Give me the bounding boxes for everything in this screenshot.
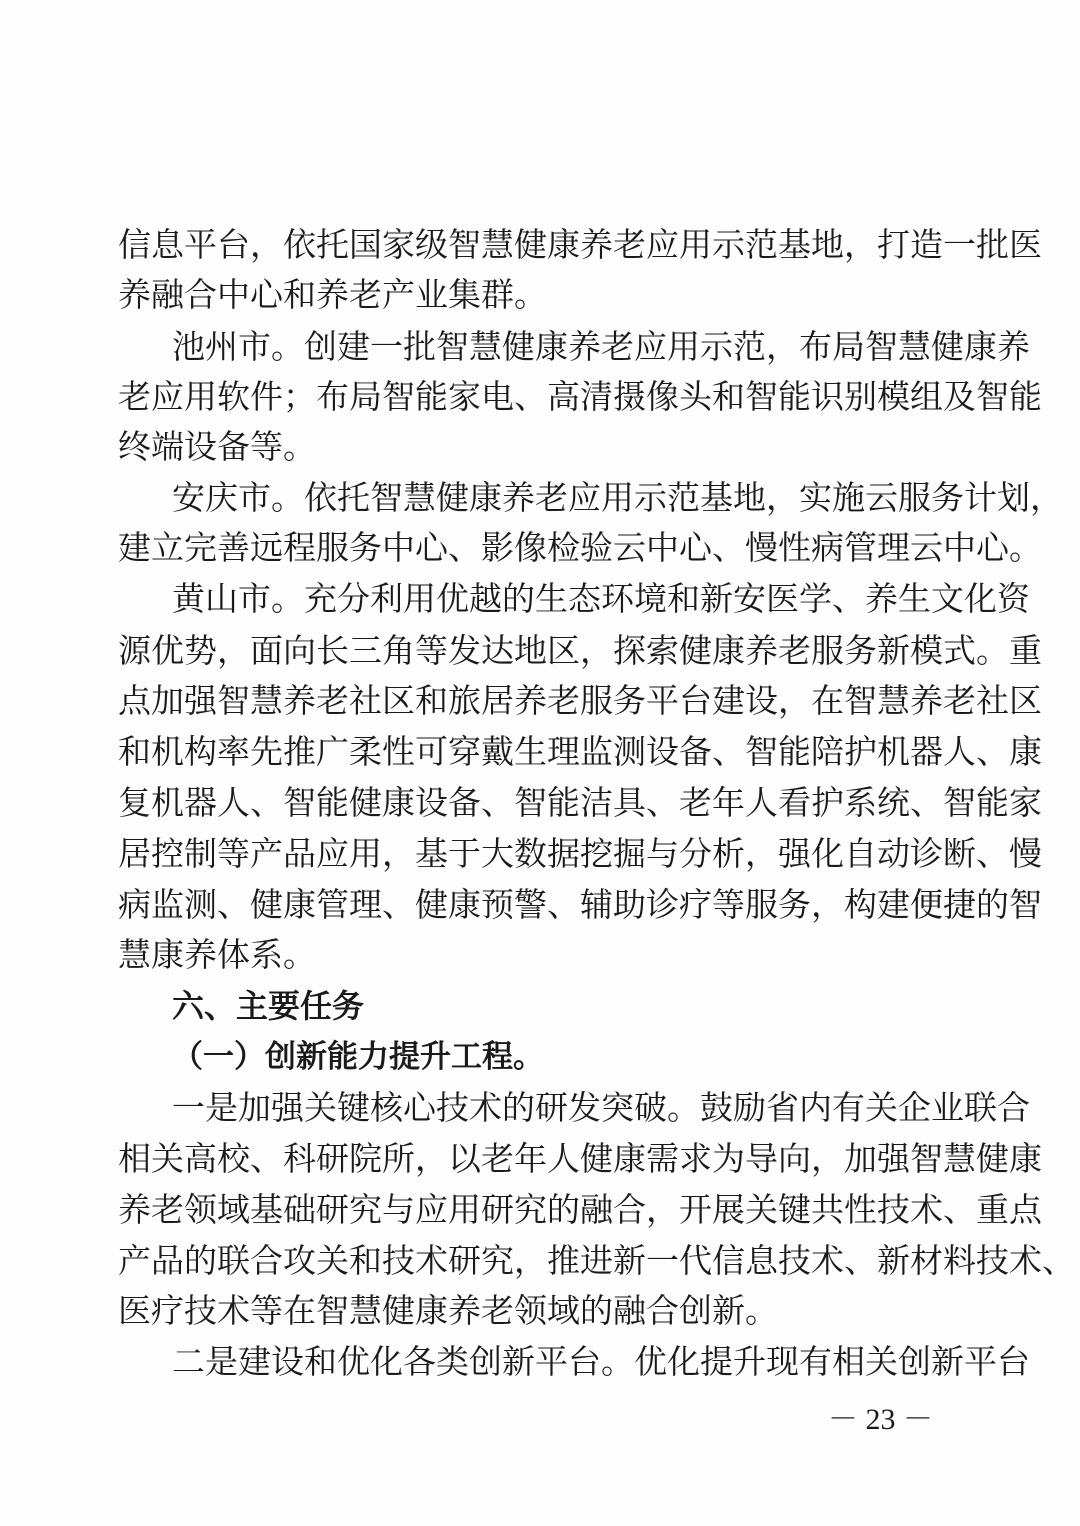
- text-line: 点加强智慧养老社区和旅居养老服务平台建设，在智慧养老社区: [118, 681, 1042, 720]
- text-line: 安庆市。依托智慧健康养老应用示范基地，实施云服务计划，: [172, 478, 1063, 517]
- text-line: 相关高校、科研院所，以老年人健康需求为导向，加强智慧健康: [118, 1139, 1042, 1178]
- section-heading: 六、主要任务: [172, 987, 365, 1025]
- text-line: 慧康养体系。: [118, 935, 316, 974]
- text-line: 居控制等产品应用，基于大数据挖掘与分析，强化自动诊断、慢: [118, 834, 1042, 873]
- text-line: 复机器人、智能健康设备、智能洁具、老年人看护系统、智能家: [118, 783, 1042, 822]
- text-line: 池州市。创建一批智慧健康养老应用示范，布局智慧健康养: [172, 327, 1030, 366]
- subsection-heading: （一）创新能力提升工程。: [172, 1039, 544, 1075]
- text-line: 病监测、健康管理、健康预警、辅助诊疗等服务，构建便捷的智: [118, 885, 1042, 924]
- text-line: 一是加强关键核心技术的研发突破。鼓励省内有关企业联合: [172, 1088, 1030, 1127]
- text-line: 黄山市。充分利用优越的生态环境和新安医学、养生文化资: [172, 579, 1030, 618]
- text-line: 源优势，面向长三角等发达地区，探索健康养老服务新模式。重: [118, 631, 1042, 670]
- text-line: 终端设备等。: [118, 427, 316, 466]
- text-line: 产品的联合攻关和技术研究，推进新一代信息技术、新材料技术、: [118, 1241, 1075, 1280]
- text-line: 和机构率先推广柔性可穿戴生理监测设备、智能陪护机器人、康: [118, 732, 1042, 771]
- text-line: 老应用软件；布局智能家电、高清摄像头和智能识别模组及智能: [118, 377, 1042, 416]
- text-line: 养老领域基础研究与应用研究的融合，开展关键共性技术、重点: [118, 1190, 1042, 1229]
- text-line: 二是建设和优化各类创新平台。优化提升现有相关创新平台: [172, 1342, 1030, 1381]
- text-line: 养融合中心和养老产业集群。: [118, 275, 547, 314]
- text-line: 医疗技术等在智慧健康养老领域的融合创新。: [118, 1291, 778, 1330]
- text-line: 信息平台，依托国家级智慧健康养老应用示范基地，打造一批医: [118, 225, 1042, 264]
- page-number: － 23 －: [828, 1403, 933, 1436]
- text-line: 建立完善远程服务中心、影像检验云中心、慢性病管理云中心。: [118, 528, 1042, 567]
